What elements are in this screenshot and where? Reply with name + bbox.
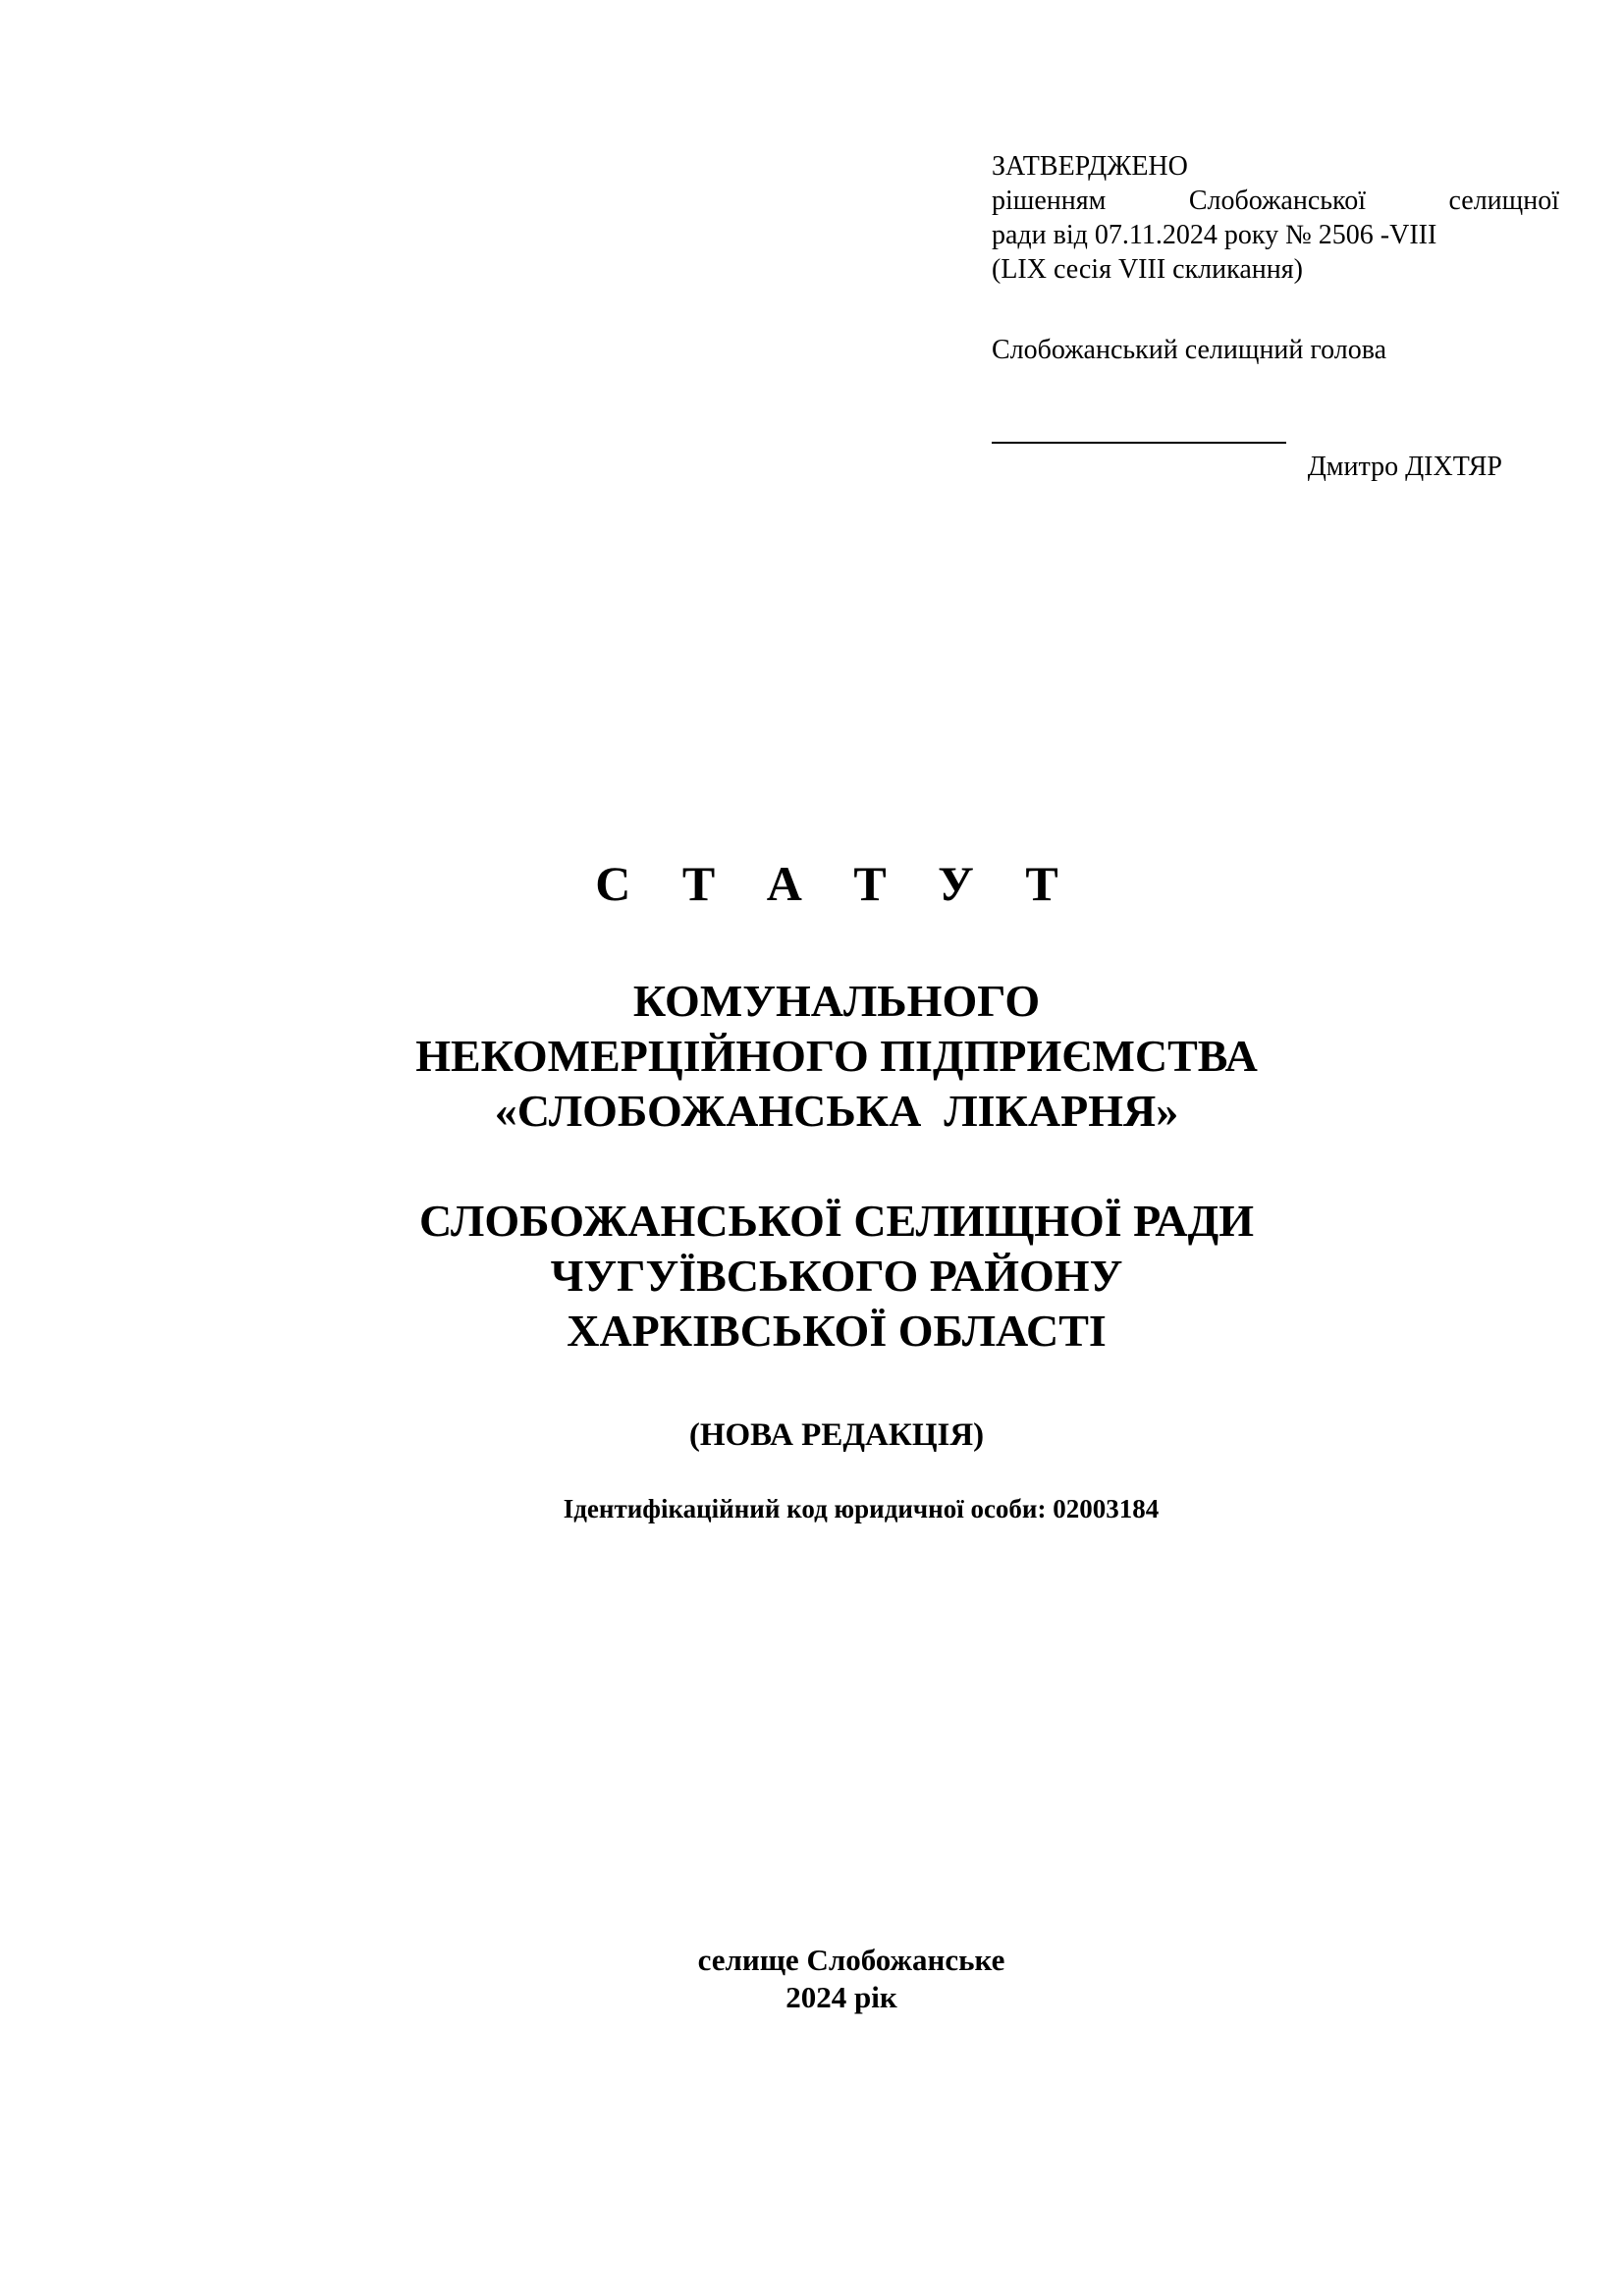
enterprise-name-line: «СЛОБОЖАНСЬКА ЛІКАРНЯ»: [494, 1086, 1179, 1136]
council-name: [49, 1194, 1624, 1359]
year-label: 2024 рік: [785, 1980, 897, 2014]
approval-decision-line: рішенням Слобожанської селищної: [992, 186, 1559, 216]
title-block: [0, 854, 1624, 1525]
approval-block: [992, 149, 1559, 484]
council-name-line: ХАРКІВСЬКОЇ ОБЛАСТІ: [567, 1306, 1107, 1356]
signature-line: [992, 442, 1286, 444]
redaction-label: (НОВА РЕДАКЦІЯ): [688, 1417, 985, 1453]
enterprise-name-line: КОМУНАЛЬНОГО: [632, 976, 1041, 1026]
approval-date-line: ради від 07.11.2024 року № 2506 -VIII: [992, 220, 1437, 250]
council-name-line: ЧУГУЇВСЬКОГО РАЙОНУ: [550, 1251, 1123, 1301]
signer-name: Дмитро ДІХТЯР: [1307, 452, 1502, 482]
council-name-line: СЛОБОЖАНСЬКОЇ СЕЛИЩНОЇ РАДИ: [418, 1196, 1255, 1246]
enterprise-name-line: НЕКОМЕРЦІЙНОГО ПІДПРИЄМСТВА: [415, 1031, 1258, 1081]
head-title: Слобожанський селищний голова: [992, 335, 1387, 365]
approval-heading: ЗАТВЕРДЖЕНО: [992, 151, 1188, 182]
enterprise-name: [49, 974, 1624, 1139]
footer-block: [0, 1942, 1624, 2016]
document-title: С Т А Т У Т: [595, 856, 1078, 911]
place-name: селище Слобожанське: [697, 1943, 1005, 1977]
identification-code: Ідентифікаційний код юридичної особи: 02003184: [563, 1494, 1160, 1523]
approval-session-line: (LIX сесія VIII скликання): [992, 254, 1303, 285]
